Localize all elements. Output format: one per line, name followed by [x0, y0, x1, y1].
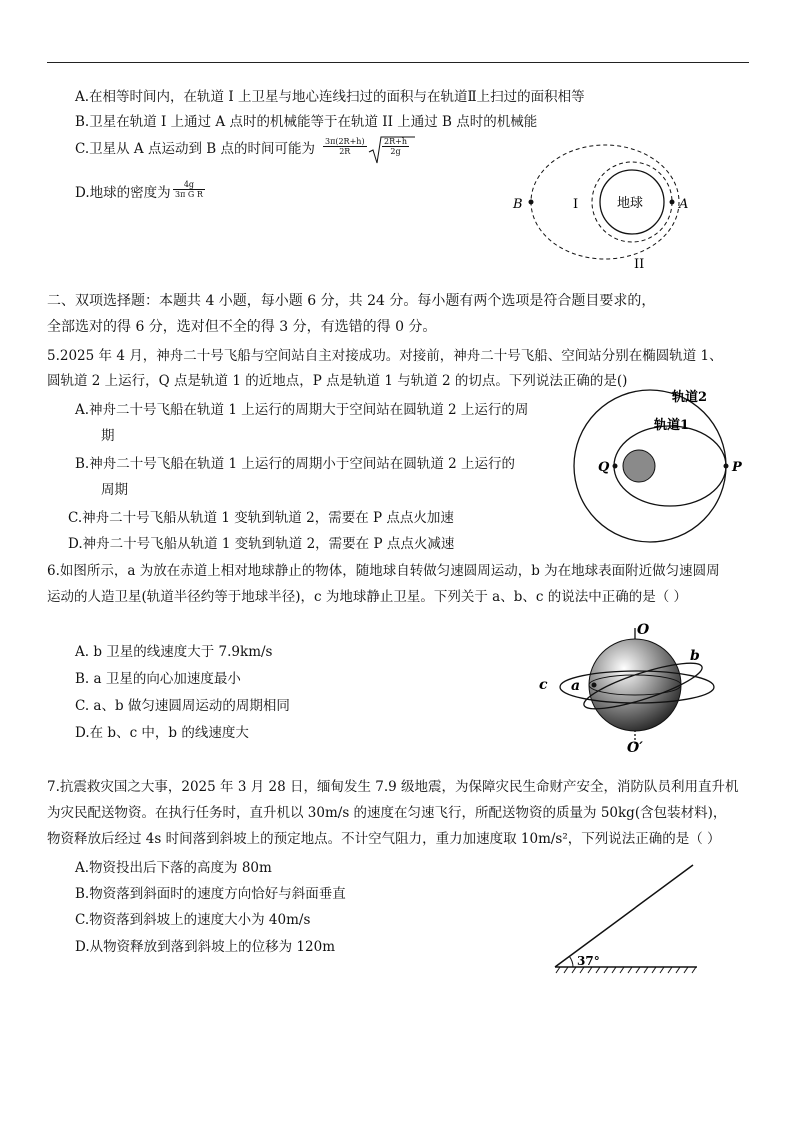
q4-option-c: C.卫星从 A 点运动到 B 点的时间可能为 [75, 141, 315, 157]
label-a: a [571, 678, 581, 694]
q4-d-frac-den: 3π G R [175, 190, 203, 199]
point-p-dot [724, 464, 729, 469]
label-o-prime: O′ [627, 740, 643, 756]
earth-sphere [589, 639, 681, 731]
label-o: O [637, 622, 650, 638]
label-angle: 37° [577, 954, 600, 968]
q6-option-c: C. a、b 做匀速圆周运动的周期相同 [75, 698, 290, 714]
q5-option-d: D.神舟二十号飞船从轨道 1 变轨到轨道 2，需要在 P 点点火减速 [68, 536, 455, 552]
label-orbit-i: I [573, 197, 579, 212]
q4-option-c-sqrt-fraction [382, 137, 409, 156]
label-b: b [690, 648, 700, 664]
q7-stem-3: 物资释放后经过 4s 时间落到斜坡上的预定地点。不计空气阻力，重力加速度取 10m/s²，下列说法正确的是（ ） [47, 831, 721, 847]
q4-d-frac-num: 4g [173, 180, 205, 190]
q4-c-frac-num: 3π(2R+h) [325, 137, 365, 146]
q7-option-c: C.物资落到斜坡上的速度大小为 40m/s [75, 912, 311, 928]
q4-c-frac-den: 2R [339, 147, 351, 156]
q4-option-d: D.地球的密度为 [75, 185, 171, 201]
q6-option-a: A. b 卫星的线速度大于 7.9km/s [75, 644, 273, 660]
q4-c-sqrt-den: 2g [390, 147, 401, 156]
earth-disc [623, 450, 655, 482]
q6-stem-1: 6.如图所示，a 为放在赤道上相对地球静止的物体，随地球自转做匀速圆周运动，b 为在地球表面附近做匀速圆周 [47, 563, 720, 579]
q5-option-a-2: 期 [101, 428, 115, 444]
label-b: B [513, 197, 523, 212]
point-a-dot [670, 200, 675, 205]
q5-option-c: C.神舟二十号飞船从轨道 1 变轨到轨道 2，需要在 P 点点火加速 [68, 510, 454, 526]
q5-option-b-1: B.神舟二十号飞船在轨道 1 上运行的周期小于空间站在圆轨道 2 上运行的 [75, 456, 516, 472]
q5-stem-2: 圆轨道 2 上运行，Q 点是轨道 1 的近地点，P 点是轨道 1 与轨道 2 的切点。下列说法正确的是() [47, 373, 628, 389]
q7-stem-2: 为灾民配送物资。在执行任务时，直升机以 30m/s 的速度在匀速飞行，所配送物资的质量为 50kg(含包装材料)， [47, 805, 727, 821]
q4-option-d-fraction [173, 180, 205, 199]
section2-line1: 二、双项选择题：本题共 4 小题，每小题 6 分，共 24 分。每小题有两个选项是符合题目要求的， [47, 293, 656, 309]
q7-slope-figure [550, 862, 705, 977]
point-q-dot [613, 464, 618, 469]
q6-option-d: D.在 b、c 中，b 的线速度大 [75, 725, 249, 741]
label-p: P [732, 460, 742, 475]
q5-orbit-figure [560, 385, 760, 545]
q6-stem-2: 运动的人造卫星(轨道半径约等于地球半径)，c 为地球静止卫星。下列关于 a、b、c 的说法中正确的是（ ） [47, 589, 688, 605]
q5-option-b-2: 周期 [101, 482, 128, 498]
slope-line [555, 865, 693, 967]
label-orbit-2: 轨道2 [672, 390, 708, 405]
angle-arc [570, 957, 574, 967]
q7-option-b: B.物资落到斜面时的速度方向恰好与斜面垂直 [75, 886, 346, 902]
q7-option-a: A.物资投出后下落的高度为 80m [75, 860, 272, 876]
q4-orbit-figure [505, 140, 705, 275]
q4-c-sqrt-num: 2R+h [384, 137, 407, 146]
point-b-dot [529, 200, 534, 205]
q7-stem-1: 7.抗震救灾国之大事，2025 年 3 月 28 日，缅甸发生 7.9 级地震，为保障灾民生命财产安全，消防队员利用直升机 [47, 779, 739, 795]
label-orbit-1: 轨道1 [654, 418, 690, 433]
q6-earth-figure [535, 618, 720, 758]
q4-option-b: B.卫星在轨道 I 上通过 A 点时的机械能等于在轨道 II 上通过 B 点时的机械能 [75, 114, 538, 130]
label-q: Q [598, 460, 610, 475]
label-orbit-ii: II [634, 257, 645, 272]
q5-stem-1: 5.2025 年 4 月，神舟二十号飞船与空间站自主对接成功。对接前，神舟二十号飞船、空间站分别在椭圆轨道 1、 [47, 348, 723, 364]
q7-option-d: D.从物资释放到落到斜坡上的位移为 120m [75, 939, 335, 955]
label-a: A [679, 197, 689, 212]
q6-option-b: B. a 卫星的向心加速度最小 [75, 671, 241, 687]
header-rule [47, 62, 749, 63]
section2-line2: 全部选对的得 6 分，选对但不全的得 3 分，有选错的得 0 分。 [47, 319, 437, 335]
q4-option-a: A.在相等时间内，在轨道 I 上卫星与地心连线扫过的面积与在轨道Ⅱ上扫过的面积相等 [75, 89, 585, 105]
point-a-dot [592, 683, 597, 688]
q4-option-c-fraction [323, 137, 367, 156]
q5-option-a-1: A.神舟二十号飞船在轨道 1 上运行的周期大于空间站在圆轨道 2 上运行的周 [75, 402, 529, 418]
label-c: c [539, 677, 548, 693]
label-earth: 地球 [617, 196, 644, 211]
